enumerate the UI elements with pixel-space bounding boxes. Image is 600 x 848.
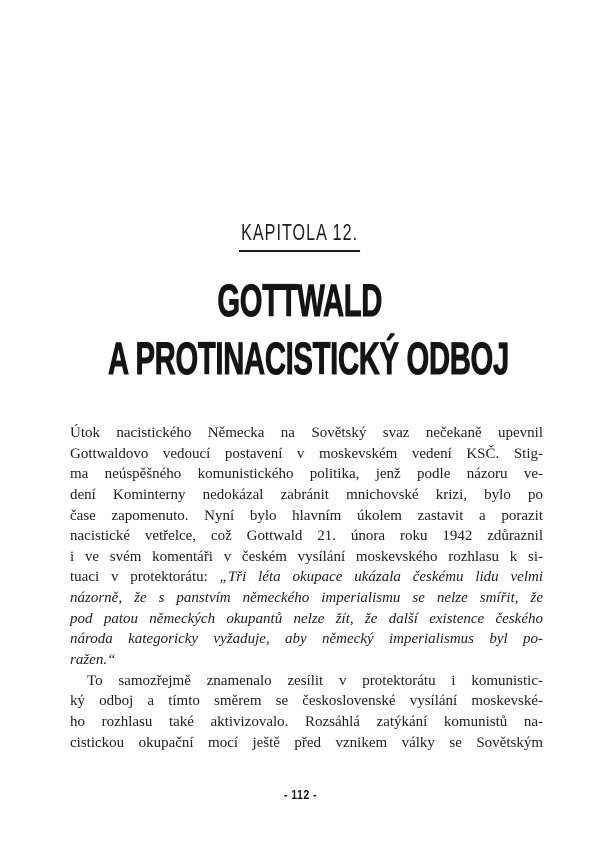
quote-text-segment: názorně, že s panstvím německého imperialismu se nelze smířit, že <box>70 590 543 607</box>
body-line <box>70 650 543 671</box>
body-line <box>70 691 543 712</box>
quote-text-segment: ražen.“ <box>70 652 116 669</box>
body-text-segment: dení Kominterny nedokázal zabránit mnichovské krizi, bylo po <box>70 486 543 503</box>
chapter-title-line1: GOTTWALD <box>217 275 383 326</box>
page-number <box>0 786 600 804</box>
body-line <box>70 485 543 506</box>
body-text-segment: ma neúspěšného komunistického politika, jenž podle názoru ve- <box>70 466 543 483</box>
body-line <box>70 444 543 465</box>
chapter-title <box>0 272 600 388</box>
page-number-text: - 112 - <box>283 788 317 802</box>
body-line <box>70 629 543 650</box>
body-text-segment: tuaci v protektorátu: <box>70 569 220 586</box>
body-line <box>70 506 543 527</box>
body-text-segment: Gottwaldovo vedoucí postavení v moskevském vedení KSČ. Stig- <box>70 445 543 462</box>
chapter-label <box>0 219 600 252</box>
body-line <box>70 423 543 444</box>
body-text-segment: To samozřejmě znamenalo zesílit v protektorátu i komunistic- <box>87 672 543 689</box>
body-line <box>70 588 543 609</box>
body-text-segment: čase zapomenuto. Nyní bylo hlavním úkolem zastavit a porazit <box>70 507 543 524</box>
body-line <box>70 526 543 547</box>
body-line <box>70 671 543 692</box>
body-text-segment: Útok nacistického Německa na Sovětský svaz nečekaně upevnil <box>70 425 543 441</box>
body-text-segment: cistickou okupační mocí ještě před vznikem války se Sovětským <box>70 734 543 751</box>
body-text-segment: ký odboj a tímto směrem se československé vysílání moskevské- <box>70 693 543 710</box>
quote-text-segment: pod patou německých okupantů nelze žít, že další existence českého <box>70 610 543 627</box>
body-line <box>70 567 543 588</box>
body-text <box>70 423 543 753</box>
body-line <box>70 712 543 733</box>
body-line <box>70 547 543 568</box>
body-text-segment: i ve svém komentáři v českém vysílání moskevského rozhlasu k si- <box>70 548 543 565</box>
chapter-title-line2: A PROTINACISTICKÝ ODBOJ <box>107 333 509 384</box>
body-line <box>70 609 543 630</box>
chapter-label-text: KAPITOLA 12. <box>239 219 360 252</box>
body-text-segment: nacistické vetřelce, což Gottwald 21. února roku 1942 zdůraznil <box>70 528 543 545</box>
quote-text-segment: „Tři léta okupace ukázala českému lidu velmi <box>219 569 543 586</box>
body-line <box>70 733 543 754</box>
quote-text-segment: národa kategoricky vyžaduje, aby německý imperialismus byl po- <box>70 631 543 648</box>
body-text-segment: ho rozhlasu také aktivizovalo. Rozsáhlá zatýkání komunistů na- <box>70 713 543 730</box>
body-line <box>70 464 543 485</box>
